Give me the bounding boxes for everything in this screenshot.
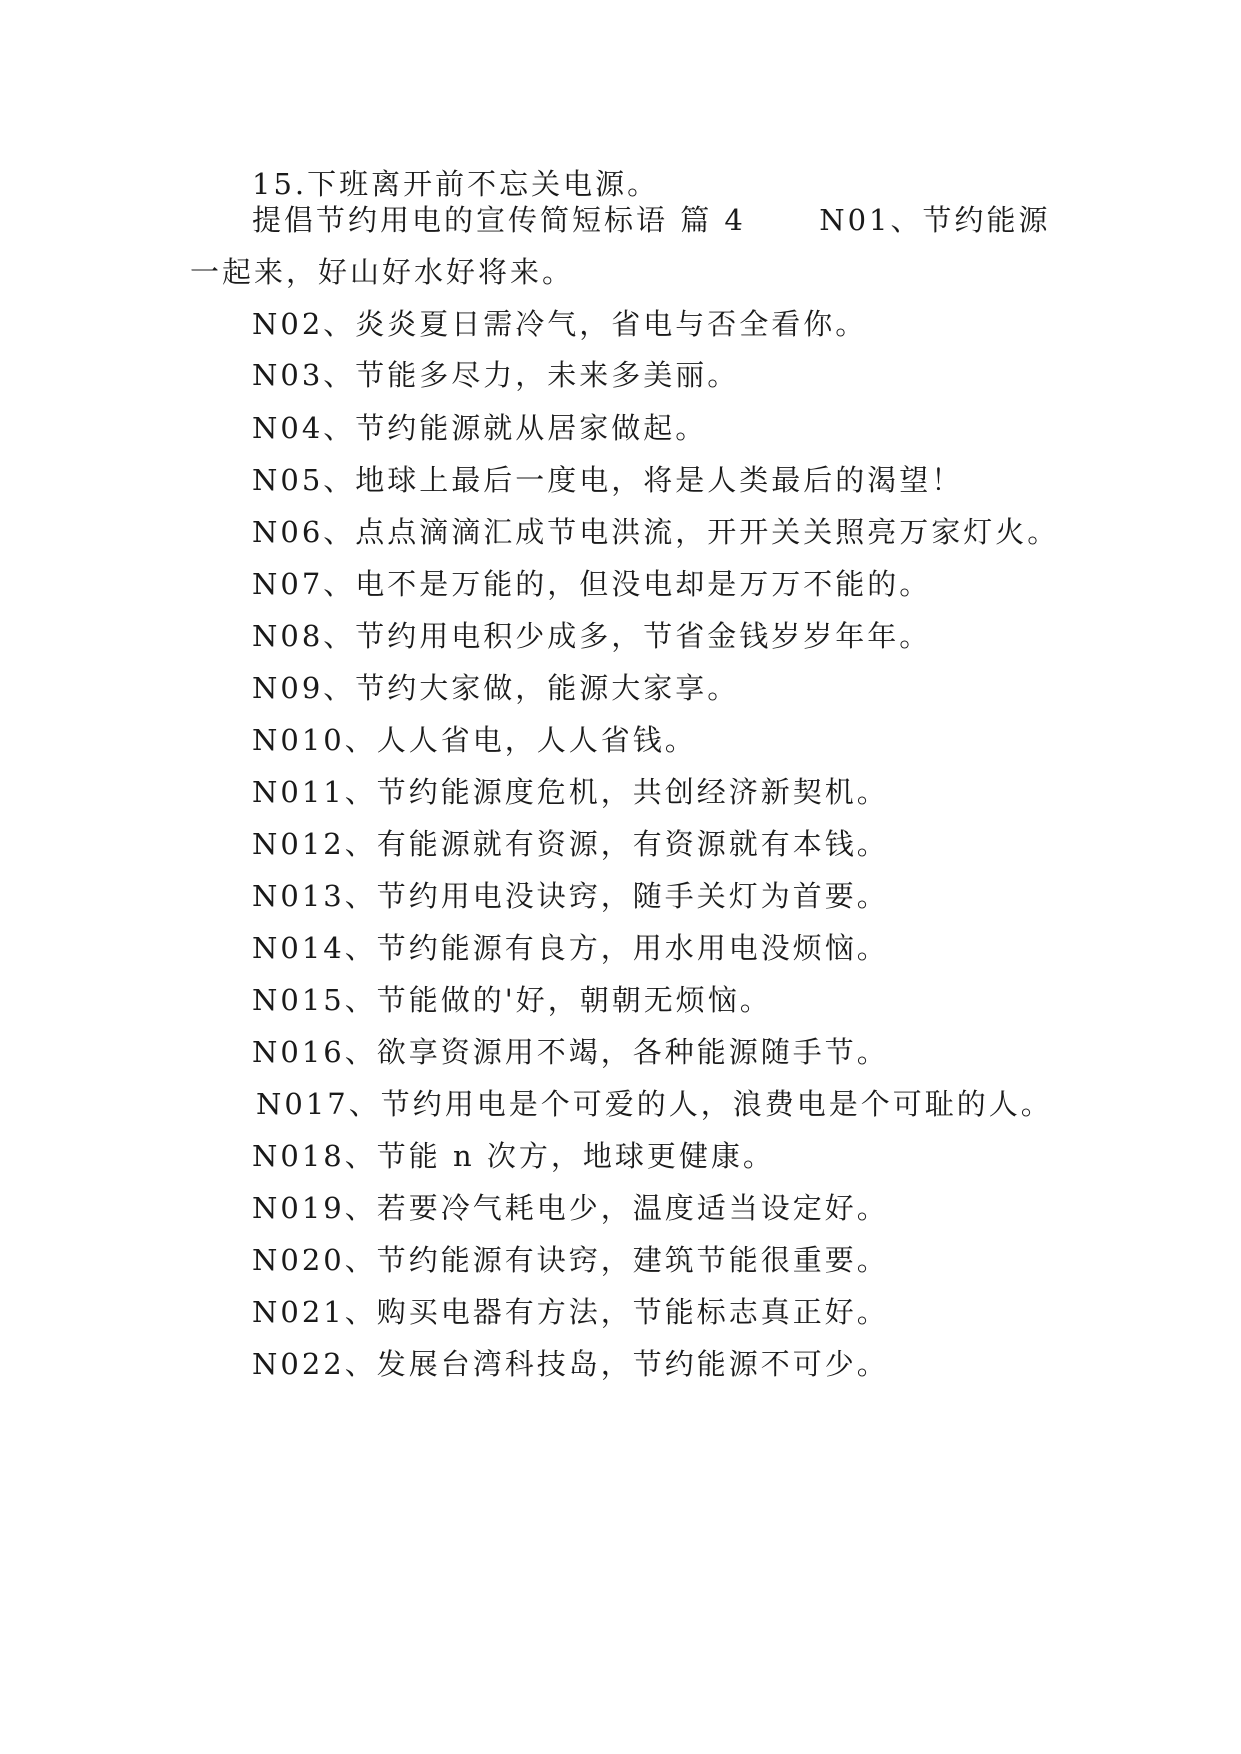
text-line: N020、节约能源有诀窍，建筑节能很重要。 [252, 1243, 889, 1277]
text-line: N04、节约能源就从居家做起。 [252, 411, 708, 445]
text-line: N014、节约能源有良方，用水用电没烦恼。 [252, 931, 889, 965]
text-line: N021、购买电器有方法，节能标志真正好。 [252, 1295, 889, 1329]
text-line: N02、炎炎夏日需冷气，省电与否全看你。 [252, 307, 868, 341]
text-line: N017、节约用电是个可爱的人，浪费电是个可耻的人。 [256, 1087, 1053, 1121]
text-line: N03、节能多尽力，未来多美丽。 [252, 358, 740, 392]
text-line: N012、有能源就有资源，有资源就有本钱。 [252, 827, 889, 861]
text-line: N05、地球上最后一度电，将是人类最后的渴望！ [252, 463, 964, 497]
text-line: N010、人人省电，人人省钱。 [252, 723, 697, 757]
text-line: 15.下班离开前不忘关电源。 [252, 167, 660, 201]
text-line: N08、节约用电积少成多，节省金钱岁岁年年。 [252, 619, 932, 653]
text-line: N018、节能 n 次方，地球更健康。 [252, 1139, 775, 1173]
text-line: 一起来，好山好水好将来。 [190, 255, 575, 289]
text-line: N016、欲享资源用不竭，各种能源随手节。 [252, 1035, 889, 1069]
text-line: N09、节约大家做，能源大家享。 [252, 671, 740, 705]
text-line: N019、若要冷气耗电少，温度适当设定好。 [252, 1191, 889, 1225]
text-line: N013、节约用电没诀窍，随手关灯为首要。 [252, 879, 889, 913]
text-line: N06、点点滴滴汇成节电洪流，开开关关照亮万家灯火。 [252, 515, 1060, 549]
text-line: N011、节约能源度危机，共创经济新契机。 [252, 775, 889, 809]
text-line: N07、电不是万能的，但没电却是万万不能的。 [252, 567, 932, 601]
text-line: 提倡节约用电的宣传简短标语 篇 4 N01、节约能源 [252, 203, 1051, 237]
text-line: N015、节能做的'好，朝朝无烦恼。 [252, 983, 772, 1017]
text-line: N022、发展台湾科技岛，节约能源不可少。 [252, 1347, 889, 1381]
